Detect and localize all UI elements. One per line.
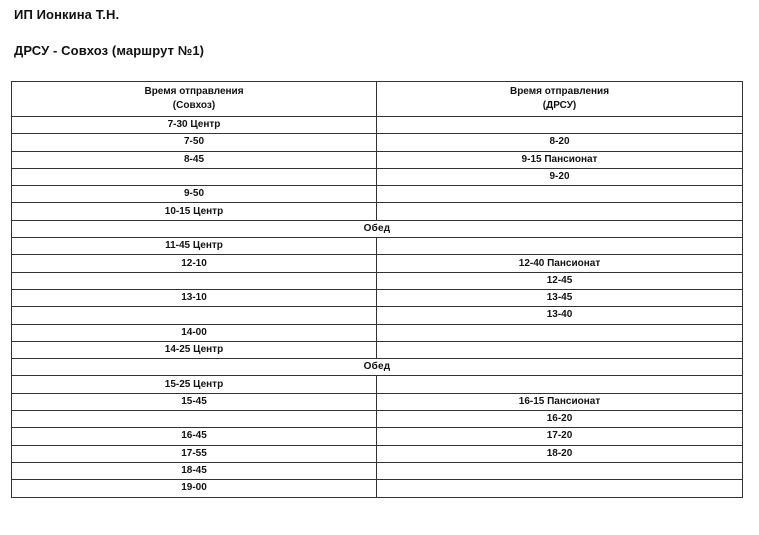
table-row — [12, 134, 743, 151]
schedule-table — [11, 81, 743, 498]
departure-drsu-cell — [377, 238, 743, 255]
table-row — [12, 462, 743, 479]
departure-sovkhoz-cell: 17-55 — [12, 445, 377, 462]
departure-drsu-cell: 17-20 — [377, 428, 743, 445]
table-row — [12, 341, 743, 358]
departure-drsu-cell: 16-15 Пансионат — [377, 393, 743, 410]
departure-drsu-cell — [377, 341, 743, 358]
departure-sovkhoz-cell: 15-25 Центр — [12, 376, 377, 393]
departure-drsu-cell: 8-20 — [377, 134, 743, 151]
departure-sovkhoz-cell: 14-00 — [12, 324, 377, 341]
departure-sovkhoz-cell — [12, 168, 377, 185]
departure-drsu-cell: 13-40 — [377, 307, 743, 324]
departure-sovkhoz-cell: 16-45 — [12, 428, 377, 445]
departure-sovkhoz-cell: 8-45 — [12, 151, 377, 168]
column-header-location: (Совхоз) — [172, 100, 216, 111]
departure-sovkhoz-cell: 7-30 Центр — [12, 117, 377, 134]
table-row — [12, 168, 743, 185]
departure-sovkhoz-cell: 13-10 — [12, 289, 377, 306]
departure-drsu-cell — [377, 462, 743, 479]
column-header-drsu — [377, 82, 743, 117]
column-header-label: Время отправления — [144, 86, 244, 97]
table-row — [12, 238, 743, 255]
departure-sovkhoz-cell — [12, 307, 377, 324]
departure-sovkhoz-cell: 14-25 Центр — [12, 341, 377, 358]
table-row — [12, 324, 743, 341]
departure-sovkhoz-cell — [12, 272, 377, 289]
departure-drsu-cell: 12-40 Пансионат — [377, 255, 743, 272]
lunch-break-cell: Обед — [12, 220, 743, 237]
departure-sovkhoz-cell: 7-50 — [12, 134, 377, 151]
departure-drsu-cell — [377, 480, 743, 497]
departure-sovkhoz-cell: 12-10 — [12, 255, 377, 272]
departure-drsu-cell: 9-20 — [377, 168, 743, 185]
table-row — [12, 289, 743, 306]
table-row — [12, 445, 743, 462]
route-title: ДРСУ - Совхоз (маршрут №1) — [14, 43, 205, 58]
table-row — [12, 411, 743, 428]
table-row — [12, 117, 743, 134]
table-row — [12, 272, 743, 289]
column-header-sovkhoz — [12, 82, 377, 117]
departure-sovkhoz-cell: 11-45 Центр — [12, 238, 377, 255]
column-header-label: Время отправления — [509, 86, 610, 97]
departure-drsu-cell — [377, 186, 743, 203]
departure-sovkhoz-cell: 15-45 — [12, 393, 377, 410]
column-header-location: (ДРСУ) — [542, 100, 577, 111]
schedule-body — [12, 117, 743, 498]
departure-drsu-cell: 9-15 Пансионат — [377, 151, 743, 168]
lunch-break-cell: Обед — [12, 359, 743, 376]
table-row — [12, 480, 743, 497]
table-row — [12, 428, 743, 445]
departure-sovkhoz-cell — [12, 411, 377, 428]
departure-drsu-cell — [377, 117, 743, 134]
departure-sovkhoz-cell: 9-50 — [12, 186, 377, 203]
departure-sovkhoz-cell: 19-00 — [12, 480, 377, 497]
table-row — [12, 151, 743, 168]
departure-drsu-cell: 13-45 — [377, 289, 743, 306]
table-row — [12, 203, 743, 220]
departure-drsu-cell: 16-20 — [377, 411, 743, 428]
company-title: ИП Ионкина Т.Н. — [14, 7, 120, 22]
departure-drsu-cell — [377, 376, 743, 393]
departure-sovkhoz-cell: 10-15 Центр — [12, 203, 377, 220]
table-row — [12, 393, 743, 410]
departure-drsu-cell — [377, 203, 743, 220]
lunch-break-row — [12, 359, 743, 376]
departure-drsu-cell: 18-20 — [377, 445, 743, 462]
departure-sovkhoz-cell: 18-45 — [12, 462, 377, 479]
departure-drsu-cell: 12-45 — [377, 272, 743, 289]
table-row — [12, 307, 743, 324]
table-row — [12, 186, 743, 203]
table-row — [12, 255, 743, 272]
departure-drsu-cell — [377, 324, 743, 341]
header-row — [12, 82, 743, 117]
table-row — [12, 376, 743, 393]
lunch-break-row — [12, 220, 743, 237]
